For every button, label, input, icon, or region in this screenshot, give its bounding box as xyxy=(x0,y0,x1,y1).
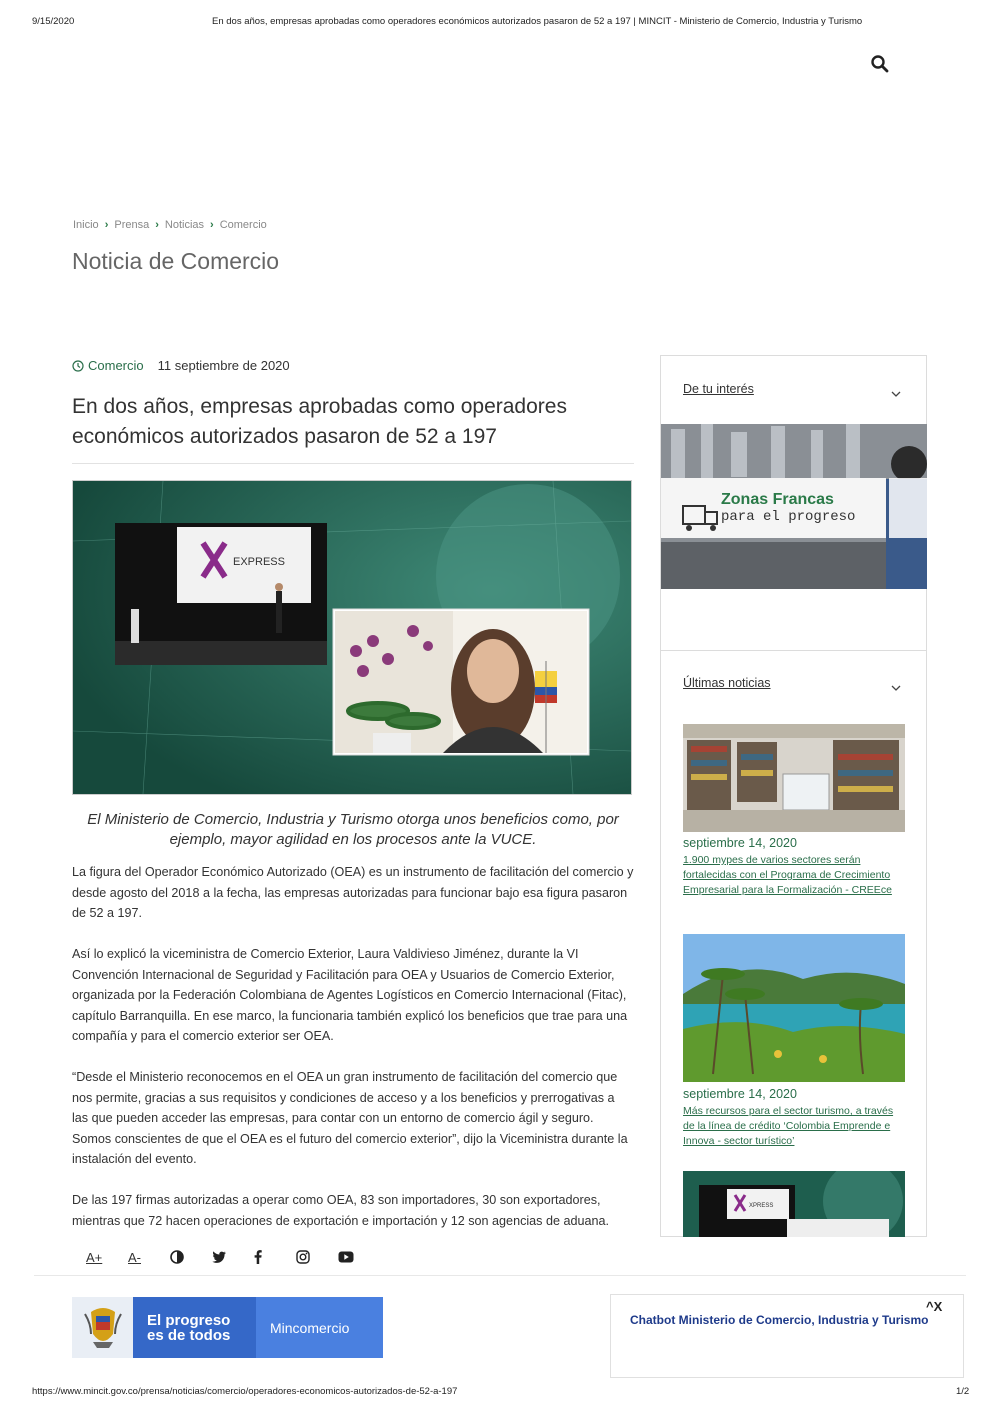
news-thumbnail[interactable] xyxy=(683,934,905,1082)
accessibility-toolbar xyxy=(86,1247,380,1267)
article-paragraph: Así lo explicó la viceministra de Comercio Exterior, Laura Valdivieso Jiménez, durante la VI Convención Internacional de Seguridad y Facilitación para OEA y Usuarios de Comercio Exterior, organizada por la Federación Colombiana de Agentes Logísticos en Comercio Internacional (Fitac), capítulo Barranquilla. En ese marco, la funcionaria también explicó los beneficios que trae para una compañía y para el comercio exterior ser OEA. xyxy=(72,947,628,1044)
footer-banner[interactable] xyxy=(72,1297,383,1358)
news-thumbnail[interactable] xyxy=(683,724,905,832)
chevron-right-icon: › xyxy=(104,219,109,231)
font-decrease-button[interactable] xyxy=(128,1247,170,1267)
print-url: https://www.mincit.gov.co/prensa/noticias/comercio/operadores-economicos-autorizados-de-52-a-197 xyxy=(32,1386,458,1397)
footer-brand: Mincomercio xyxy=(256,1297,383,1358)
font-increase-button[interactable] xyxy=(86,1247,128,1267)
promo-title: Zonas Francas xyxy=(721,491,834,508)
latest-news-heading[interactable]: Últimas noticias xyxy=(683,676,771,690)
footer-slogan xyxy=(133,1297,256,1358)
thumb-brand-text: XPRESS xyxy=(749,1203,774,1209)
chatbot-close-button[interactable]: ^X xyxy=(926,1299,943,1314)
font-increase-label: A+ xyxy=(86,1249,103,1265)
zonas-francas-promo[interactable] xyxy=(661,424,927,589)
chevron-down-icon[interactable] xyxy=(890,680,902,690)
news-date: septiembre 14, 2020 xyxy=(683,1087,797,1101)
chatbot-title[interactable]: Chatbot Ministerio de Comercio, Industria y Turismo xyxy=(630,1313,929,1327)
font-decrease-label: A- xyxy=(128,1249,141,1265)
chevron-right-icon: › xyxy=(210,219,214,231)
breadcrumb-prensa[interactable]: Prensa xyxy=(114,219,150,231)
breadcrumb xyxy=(73,219,267,231)
facebook-icon[interactable] xyxy=(254,1247,296,1267)
coat-of-arms-icon xyxy=(72,1297,133,1358)
breadcrumb-comercio[interactable]: Comercio xyxy=(219,219,267,231)
chevron-right-icon: › xyxy=(155,219,159,231)
breadcrumb-inicio[interactable]: Inicio xyxy=(73,219,99,231)
search-icon[interactable] xyxy=(870,54,890,74)
print-page-number: 1/2 xyxy=(956,1386,970,1397)
article-paragraph: De las 197 firmas autorizadas a operar como OEA, 83 son importadores, 30 son exportadores, mientras que 72 hacen operaciones de exportación e importación y 12 son agencias de aduana. xyxy=(72,1193,609,1228)
breadcrumb-noticias[interactable]: Noticias xyxy=(164,219,205,231)
article-category[interactable] xyxy=(72,358,144,373)
print-page-title: En dos años, empresas aprobadas como operadores económicos autorizados pasaron de 52 a 197 | MINCIT - Ministerio de Comercio, Industria y Turismo xyxy=(212,16,863,27)
article-meta xyxy=(72,358,290,373)
instagram-icon[interactable] xyxy=(296,1247,338,1267)
twitter-icon[interactable] xyxy=(212,1247,254,1267)
article-headline: En dos años, empresas aprobadas como operadores económicos autorizados pasaron de 52 a 197 xyxy=(72,395,567,448)
image-caption: El Ministerio de Comercio, Industria y Turismo otorga unos beneficios como, por ejemplo, mayor agilidad en los procesos ante la VUCE. xyxy=(87,811,619,848)
article-date: 11 septiembre de 2020 xyxy=(157,358,290,373)
print-date: 9/15/2020 xyxy=(32,16,75,27)
news-date: septiembre 14, 2020 xyxy=(683,836,797,850)
divider xyxy=(34,1275,966,1276)
news-link[interactable]: Más recursos para el sector turismo, a través de la línea de crédito ‘Colombia Emprende e Innova - sector turístico’ xyxy=(683,1105,894,1147)
promo-subtitle: para el progreso xyxy=(721,509,856,525)
article-category-label: Comercio xyxy=(88,358,144,373)
divider xyxy=(660,650,927,651)
interest-heading[interactable]: De tu interés xyxy=(683,382,754,396)
chatbot-widget[interactable] xyxy=(610,1294,964,1378)
article-paragraph: La figura del Operador Económico Autorizado (OEA) es un instrumento de facilitación del comercio y desde agosto del 2018 a la fecha, las empresas autorizadas para funcionar bajo esa figura pasaron de 52 a 197. xyxy=(72,865,634,921)
chevron-down-icon[interactable] xyxy=(890,386,902,396)
clock-icon xyxy=(72,360,84,372)
youtube-icon[interactable] xyxy=(338,1247,380,1267)
news-thumbnail[interactable] xyxy=(683,1171,905,1237)
article-hero-image xyxy=(72,480,632,795)
footer-slogan-line1: El progreso xyxy=(147,1311,231,1329)
contrast-icon[interactable] xyxy=(170,1247,212,1267)
hero-brand-text: EXPRESS xyxy=(233,556,285,568)
footer-slogan-line2: es de todos xyxy=(147,1326,231,1344)
news-link[interactable]: 1.900 mypes de varios sectores serán fortalecidas con el Programa de Crecimiento Empresarial para la Formalización - CREEce xyxy=(683,854,892,896)
divider xyxy=(72,463,634,464)
article-paragraph: “Desde el Ministerio reconocemos en el OEA un gran instrumento de facilitación del comercio que nos permite, gracias a sus requisitos y condiciones de acceso y a los beneficios y prerrogativas a las que pueden acceder las empresas, para contar con un entorno de comercio ágil y seguro. Somos conscientes de que el OEA es el futuro del comercio exterior”, dijo la Viceministra durante la instalación del evento. xyxy=(72,1070,628,1167)
page-title: Noticia de Comercio xyxy=(72,248,280,274)
